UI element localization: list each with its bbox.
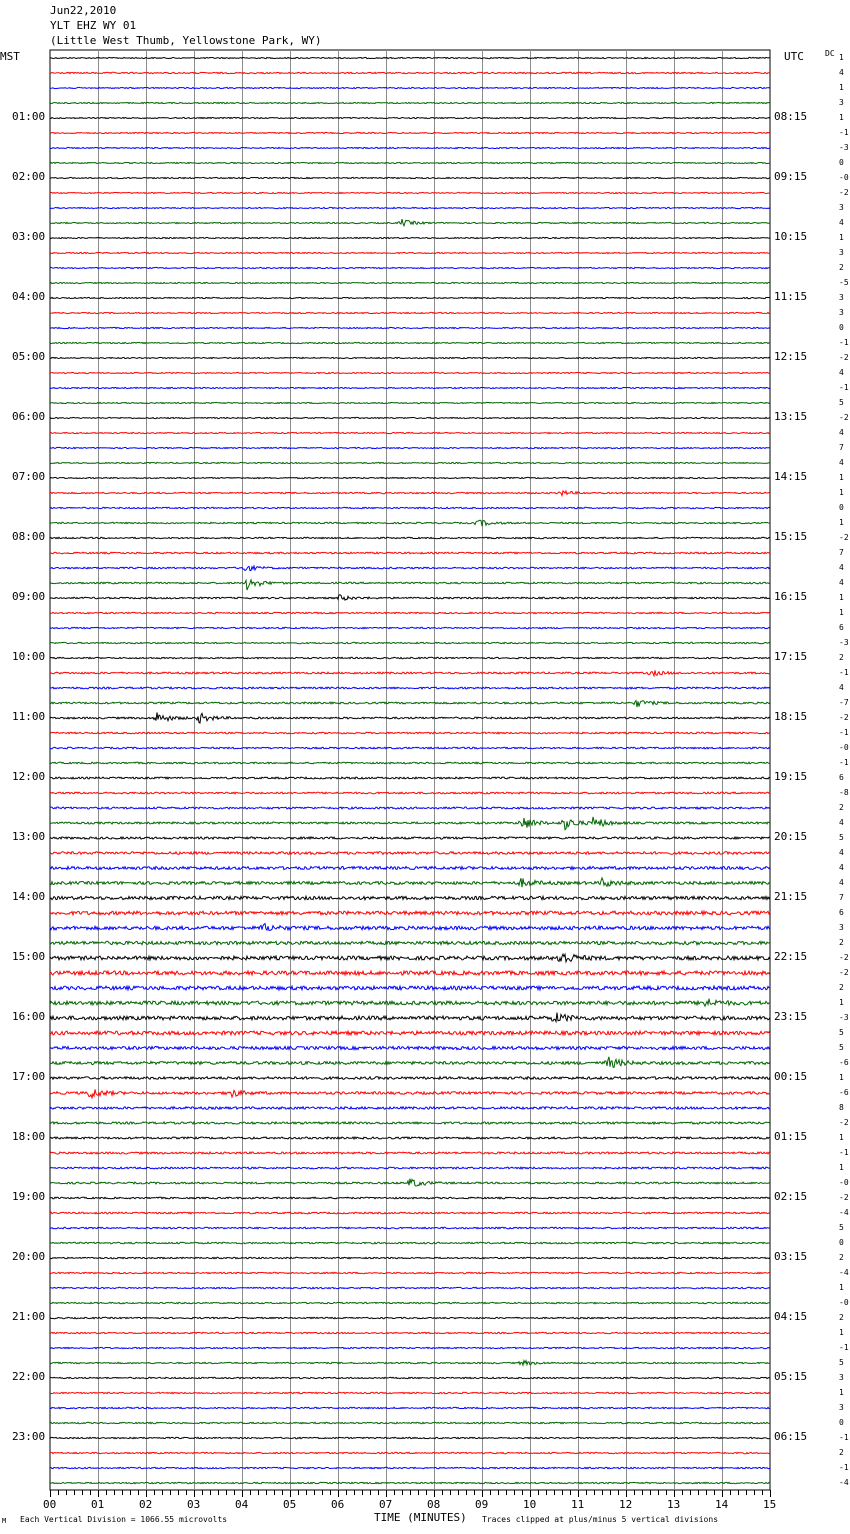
trace-row-44 (50, 712, 770, 723)
trace-row-21 (50, 372, 770, 373)
trace-row-66 (50, 1046, 770, 1049)
right-hour-label: 10:15 (774, 230, 808, 243)
right-hour-label: 04:15 (774, 1310, 808, 1323)
trace-row-34 (50, 566, 770, 571)
trace-row-75 (50, 1179, 770, 1186)
trace-row-24 (50, 417, 770, 418)
trace-row-47 (50, 762, 770, 764)
trace-row-72 (50, 1137, 770, 1139)
dc-title: DC (825, 49, 835, 58)
trace-row-91 (50, 1422, 770, 1423)
right-hour-label: 03:15 (774, 1250, 808, 1263)
dc-offset-label: 5 (839, 1223, 844, 1232)
trace-row-67 (50, 1057, 770, 1068)
trace-row-13 (50, 252, 770, 253)
trace-row-12 (50, 237, 770, 238)
left-hour-label: 07:00 (12, 470, 46, 483)
trace-row-73 (50, 1152, 770, 1154)
trace-row-14 (50, 267, 770, 268)
dc-offset-label: 4 (839, 863, 844, 872)
dc-offset-label: 4 (839, 683, 844, 692)
dc-offset-label: -2 (839, 188, 849, 197)
dc-offset-label: 1 (839, 1388, 844, 1397)
dc-offset-label: -4 (839, 1478, 849, 1487)
trace-row-11 (50, 219, 770, 226)
left-hour-label: 01:00 (12, 110, 46, 123)
dc-offset-label: 4 (839, 878, 844, 887)
trace-row-49 (50, 792, 770, 794)
trace-row-15 (50, 282, 770, 283)
dc-offset-label: 2 (839, 1253, 844, 1262)
x-tick-label: 09 (475, 1498, 489, 1511)
trace-row-92 (50, 1437, 770, 1438)
dc-offset-label: -5 (839, 278, 849, 287)
x-tick-label: 15 (763, 1498, 777, 1511)
left-hour-label: 05:00 (12, 350, 46, 363)
trace-row-28 (50, 477, 770, 478)
right-hour-label: 00:15 (774, 1070, 808, 1083)
left-hour-label: 12:00 (12, 770, 46, 783)
dc-offset-label: 1 (839, 998, 844, 1007)
dc-offset-label: 4 (839, 848, 844, 857)
trace-row-93 (50, 1452, 770, 1453)
dc-offset-label: 3 (839, 98, 844, 107)
right-hour-label: 09:15 (774, 170, 808, 183)
right-hour-label: 15:15 (774, 530, 808, 543)
right-hour-label: 22:15 (774, 950, 808, 963)
right-hour-label: 13:15 (774, 410, 808, 423)
trace-row-45 (50, 732, 770, 734)
x-tick-label: 13 (667, 1498, 681, 1511)
trace-row-76 (50, 1197, 770, 1199)
dc-offset-label: 3 (839, 293, 844, 302)
left-hour-label: 15:00 (12, 950, 46, 963)
dc-offset-label: 0 (839, 1238, 844, 1247)
dc-offset-label: -0 (839, 1178, 849, 1187)
trace-row-89 (50, 1392, 770, 1393)
trace-row-29 (50, 491, 770, 496)
dc-offset-label: 1 (839, 53, 844, 62)
dc-offset-label: -2 (839, 533, 849, 542)
trace-row-87 (50, 1361, 770, 1366)
dc-offset-label: 1 (839, 1328, 844, 1337)
left-hour-label: 08:00 (12, 530, 46, 543)
trace-row-38 (50, 627, 770, 628)
dc-offset-label: -1 (839, 668, 849, 677)
x-tick-label: 12 (619, 1498, 633, 1511)
x-tick-label: 03 (187, 1498, 201, 1511)
trace-row-61 (50, 971, 770, 975)
dc-offset-label: 1 (839, 593, 844, 602)
dc-offset-label: 2 (839, 938, 844, 947)
trace-row-30 (50, 507, 770, 508)
right-hour-label: 23:15 (774, 1010, 808, 1023)
left-hour-label: 16:00 (12, 1010, 46, 1023)
right-hour-label: 08:15 (774, 110, 808, 123)
dc-offset-label: 4 (839, 368, 844, 377)
trace-row-1 (50, 72, 770, 73)
trace-row-17 (50, 312, 770, 313)
trace-row-60 (50, 954, 770, 962)
dc-offset-label: -1 (839, 338, 849, 347)
trace-row-94 (50, 1467, 770, 1468)
trace-row-33 (50, 552, 770, 554)
trace-row-32 (50, 537, 770, 538)
dc-offset-label: 2 (839, 983, 844, 992)
dc-offset-label: 0 (839, 503, 844, 512)
dc-offset-label: 4 (839, 428, 844, 437)
dc-offset-label: 3 (839, 923, 844, 932)
trace-row-10 (50, 207, 770, 208)
dc-offset-label: 2 (839, 1313, 844, 1322)
dc-offset-label: 1 (839, 1073, 844, 1082)
dc-offset-label: 1 (839, 113, 844, 122)
trace-row-71 (50, 1122, 770, 1124)
dc-offset-label: -1 (839, 728, 849, 737)
dc-offset-label: 4 (839, 218, 844, 227)
dc-offset-label: -1 (839, 128, 849, 137)
trace-row-86 (50, 1347, 770, 1348)
trace-row-54 (50, 867, 770, 870)
dc-offset-label: -2 (839, 968, 849, 977)
trace-row-77 (50, 1212, 770, 1214)
dc-offset-label: 4 (839, 578, 844, 587)
trace-row-83 (50, 1302, 770, 1303)
dc-offset-label: -3 (839, 143, 849, 152)
left-hour-label: 04:00 (12, 290, 46, 303)
scale-note: Each Vertical Division = 1066.55 microvolts (20, 1515, 228, 1524)
trace-row-65 (50, 1031, 770, 1035)
trace-row-81 (50, 1272, 770, 1273)
dc-offset-label: 2 (839, 1448, 844, 1457)
dc-offset-label: 1 (839, 608, 844, 617)
station-location: (Little West Thumb, Yellowstone Park, WY) (50, 34, 322, 47)
right-hour-label: 11:15 (774, 290, 808, 303)
trace-row-16 (50, 297, 770, 298)
clip-note: Traces clipped at plus/minus 5 vertical divisions (482, 1515, 719, 1524)
dc-offset-label: -1 (839, 1343, 849, 1352)
right-hour-label: 18:15 (774, 710, 808, 723)
dc-offset-label: 5 (839, 1043, 844, 1052)
trace-row-3 (50, 102, 770, 103)
right-hour-label: 20:15 (774, 830, 808, 843)
trace-row-31 (50, 520, 770, 526)
trace-row-48 (50, 777, 770, 779)
dc-offset-label: 0 (839, 1418, 844, 1427)
dc-offset-label: 1 (839, 518, 844, 527)
left-hour-label: 06:00 (12, 410, 46, 423)
dc-offset-label: -7 (839, 698, 849, 707)
dc-offset-label: -3 (839, 638, 849, 647)
trace-row-52 (50, 837, 770, 839)
left-hour-label: 03:00 (12, 230, 46, 243)
station-id: YLT EHZ WY 01 (50, 19, 137, 32)
dc-offset-label: 5 (839, 1358, 844, 1367)
dc-offset-label: 1 (839, 473, 844, 482)
x-axis-title: TIME (MINUTES) (374, 1511, 467, 1524)
trace-row-7 (50, 162, 770, 163)
dc-offset-label: 1 (839, 1133, 844, 1142)
left-hour-label: 02:00 (12, 170, 46, 183)
dc-offset-label: 3 (839, 1403, 844, 1412)
trace-row-20 (50, 357, 770, 358)
dc-offset-label: -1 (839, 1463, 849, 1472)
left-hour-label: 14:00 (12, 890, 46, 903)
trace-row-0 (50, 57, 770, 58)
x-tick-label: 07 (379, 1498, 393, 1511)
trace-row-57 (50, 911, 770, 915)
left-hour-label: 22:00 (12, 1370, 46, 1383)
trace-row-25 (50, 432, 770, 433)
right-hour-label: 21:15 (774, 890, 808, 903)
dc-offset-label: 3 (839, 203, 844, 212)
dc-offset-label: -4 (839, 1268, 849, 1277)
dc-offset-label: 1 (839, 1163, 844, 1172)
right-hour-label: 17:15 (774, 650, 808, 663)
trace-row-27 (50, 462, 770, 463)
dc-offset-label: -2 (839, 353, 849, 362)
dc-offset-label: 0 (839, 158, 844, 167)
trace-row-74 (50, 1167, 770, 1169)
x-tick-label: 06 (331, 1498, 345, 1511)
dc-offset-label: 6 (839, 623, 844, 632)
dc-offset-label: -1 (839, 758, 849, 767)
footer-mark: M (2, 1517, 7, 1525)
trace-row-9 (50, 192, 770, 193)
dc-offset-label: -1 (839, 383, 849, 392)
trace-row-55 (50, 878, 770, 887)
left-hour-label: 18:00 (12, 1130, 46, 1143)
x-tick-label: 08 (427, 1498, 441, 1511)
dc-offset-label: 5 (839, 398, 844, 407)
dc-offset-label: 7 (839, 893, 844, 902)
left-hour-label: 17:00 (12, 1070, 46, 1083)
right-hour-label: 01:15 (774, 1130, 808, 1143)
trace-row-51 (50, 817, 770, 830)
trace-row-82 (50, 1287, 770, 1288)
trace-row-36 (50, 595, 770, 600)
dc-offset-label: 4 (839, 563, 844, 572)
dc-offset-label: 4 (839, 68, 844, 77)
right-hour-label: 14:15 (774, 470, 808, 483)
trace-row-42 (50, 687, 770, 689)
x-tick-label: 01 (91, 1498, 105, 1511)
trace-row-58 (50, 924, 770, 931)
record-date: Jun22,2010 (50, 4, 117, 17)
trace-row-2 (50, 87, 770, 88)
trace-row-85 (50, 1332, 770, 1333)
x-tick-label: 02 (139, 1498, 153, 1511)
dc-offset-label: -1 (839, 1148, 849, 1157)
trace-row-39 (50, 642, 770, 643)
trace-row-90 (50, 1407, 770, 1408)
trace-row-68 (50, 1077, 770, 1080)
right-axis-title: UTC (784, 50, 804, 63)
dc-offset-label: 8 (839, 1103, 844, 1112)
dc-offset-label: 1 (839, 233, 844, 242)
trace-row-6 (50, 147, 770, 148)
dc-offset-label: -4 (839, 1208, 849, 1217)
dc-offset-label: 7 (839, 443, 844, 452)
trace-row-63 (50, 999, 770, 1006)
x-tick-label: 05 (283, 1498, 297, 1511)
left-hour-label: 10:00 (12, 650, 46, 663)
right-hour-label: 12:15 (774, 350, 808, 363)
dc-offset-label: 1 (839, 488, 844, 497)
trace-row-4 (50, 117, 770, 118)
dc-offset-label: 2 (839, 653, 844, 662)
trace-row-40 (50, 657, 770, 658)
dc-offset-label: -1 (839, 1433, 849, 1442)
trace-row-78 (50, 1227, 770, 1229)
trace-row-80 (50, 1257, 770, 1258)
left-hour-label: 20:00 (12, 1250, 46, 1263)
trace-row-69 (50, 1089, 770, 1098)
trace-row-43 (50, 701, 770, 707)
trace-row-22 (50, 387, 770, 388)
trace-row-19 (50, 342, 770, 343)
dc-offset-label: 3 (839, 248, 844, 257)
trace-row-95 (50, 1482, 770, 1483)
right-hour-label: 06:15 (774, 1430, 808, 1443)
dc-offset-label: -2 (839, 1118, 849, 1127)
left-axis-title: MST (0, 50, 20, 63)
dc-offset-label: 1 (839, 83, 844, 92)
dc-offset-label: 2 (839, 803, 844, 812)
trace-row-50 (50, 807, 770, 809)
right-hour-label: 16:15 (774, 590, 808, 603)
dc-offset-label: -6 (839, 1058, 849, 1067)
dc-offset-label: 3 (839, 1373, 844, 1382)
trace-row-23 (50, 402, 770, 403)
trace-row-53 (50, 852, 770, 855)
x-tick-label: 10 (523, 1498, 537, 1511)
dc-offset-label: 0 (839, 323, 844, 332)
dc-offset-label: 5 (839, 1028, 844, 1037)
dc-offset-label: 6 (839, 908, 844, 917)
trace-row-62 (50, 986, 770, 990)
right-hour-label: 19:15 (774, 770, 808, 783)
dc-offset-label: -0 (839, 743, 849, 752)
dc-offset-label: -2 (839, 1193, 849, 1202)
x-tick-label: 11 (571, 1498, 585, 1511)
dc-offset-label: -0 (839, 173, 849, 182)
dc-offset-label: 6 (839, 773, 844, 782)
dc-offset-label: 4 (839, 458, 844, 467)
trace-row-8 (50, 177, 770, 178)
trace-row-37 (50, 612, 770, 613)
trace-row-56 (50, 896, 770, 899)
left-hour-label: 13:00 (12, 830, 46, 843)
trace-row-84 (50, 1317, 770, 1318)
x-tick-label: 00 (43, 1498, 57, 1511)
left-hour-label: 23:00 (12, 1430, 46, 1443)
x-tick-label: 04 (235, 1498, 249, 1511)
dc-offset-label: -2 (839, 413, 849, 422)
left-hour-label: 21:00 (12, 1310, 46, 1323)
trace-row-88 (50, 1377, 770, 1378)
trace-row-18 (50, 327, 770, 328)
dc-offset-label: 7 (839, 548, 844, 557)
trace-row-59 (50, 941, 770, 944)
dc-offset-label: 4 (839, 818, 844, 827)
right-hour-label: 05:15 (774, 1370, 808, 1383)
left-hour-label: 19:00 (12, 1190, 46, 1203)
dc-offset-label: -6 (839, 1088, 849, 1097)
trace-row-5 (50, 132, 770, 133)
trace-row-79 (50, 1242, 770, 1244)
dc-offset-label: -8 (839, 788, 849, 797)
left-hour-label: 09:00 (12, 590, 46, 603)
trace-row-70 (50, 1107, 770, 1109)
trace-row-26 (50, 447, 770, 448)
dc-offset-label: 5 (839, 833, 844, 842)
dc-offset-label: -2 (839, 713, 849, 722)
right-hour-label: 02:15 (774, 1190, 808, 1203)
dc-offset-label: -0 (839, 1298, 849, 1307)
x-tick-label: 14 (715, 1498, 729, 1511)
dc-offset-label: 2 (839, 263, 844, 272)
dc-offset-label: -3 (839, 1013, 849, 1022)
trace-row-46 (50, 747, 770, 749)
trace-row-64 (50, 1013, 770, 1022)
dc-offset-label: -2 (839, 953, 849, 962)
trace-row-35 (50, 580, 770, 590)
left-hour-label: 11:00 (12, 710, 46, 723)
dc-offset-label: 3 (839, 308, 844, 317)
trace-row-41 (50, 670, 770, 676)
dc-offset-label: 1 (839, 1283, 844, 1292)
